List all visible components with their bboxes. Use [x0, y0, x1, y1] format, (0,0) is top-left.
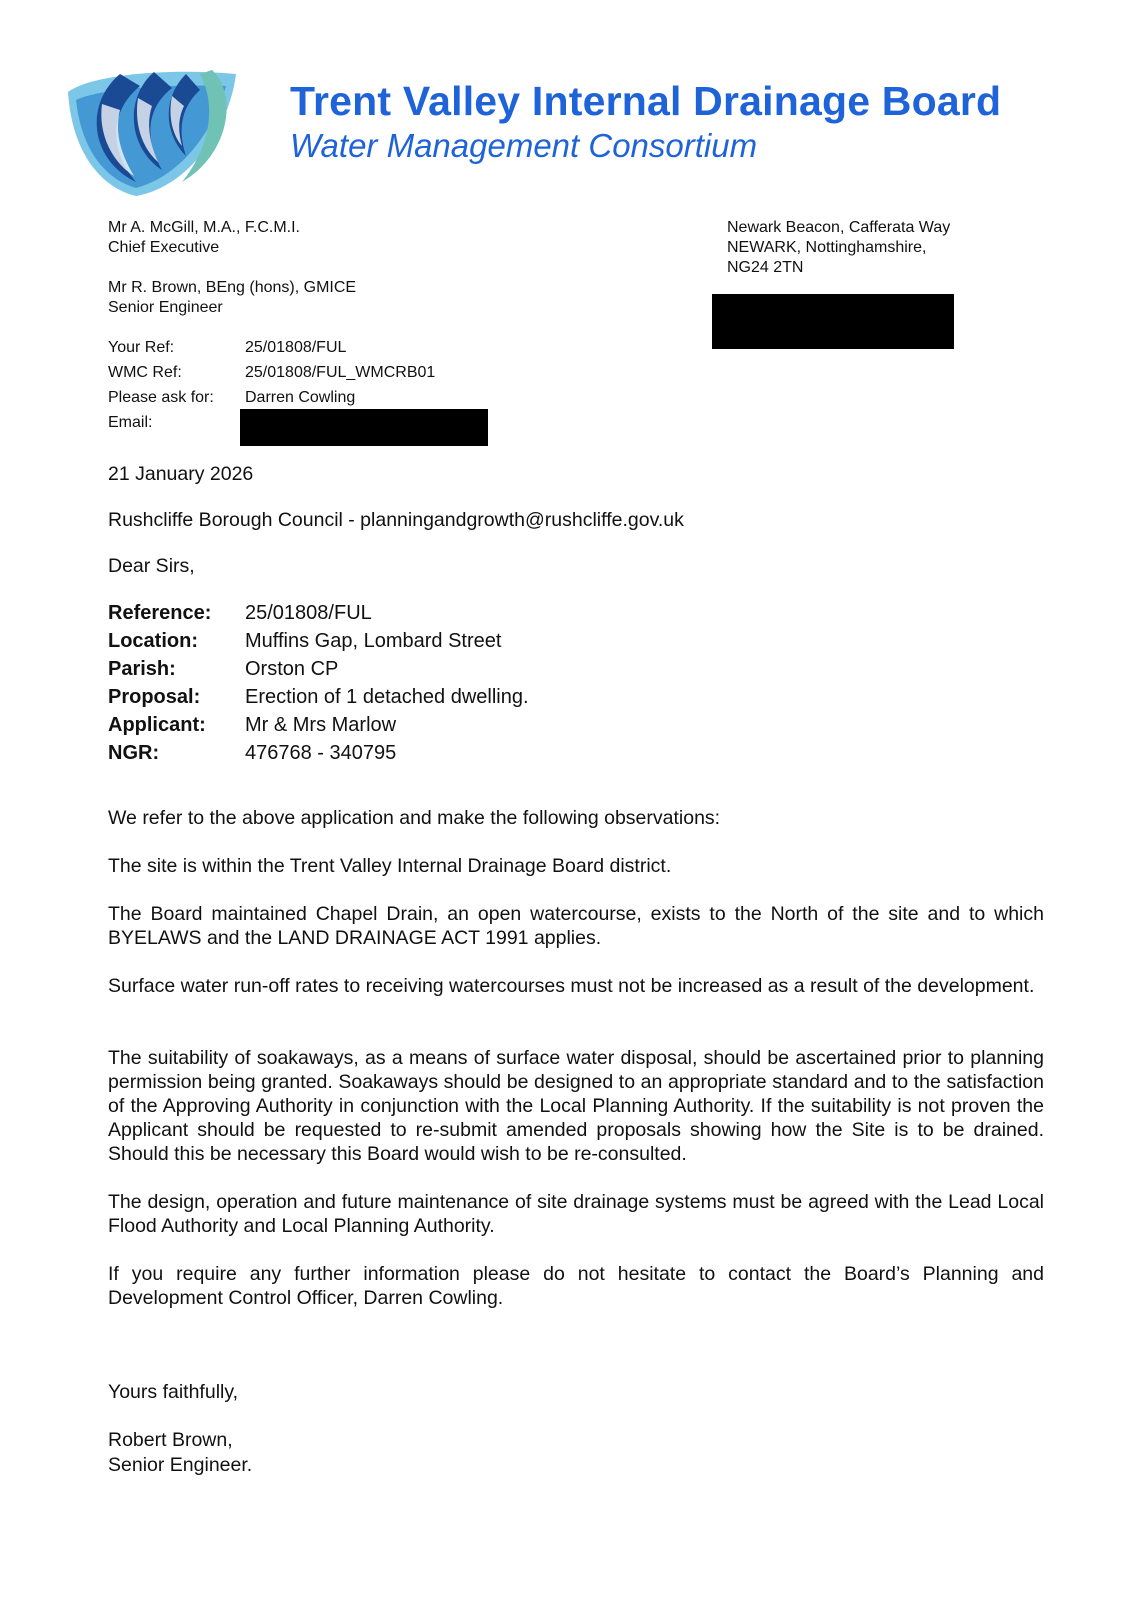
organisation-subtitle: Water Management Consortium	[290, 127, 758, 164]
detail-value: 25/01808/FUL	[245, 602, 372, 624]
staff-role: Chief Executive	[108, 239, 220, 256]
letter-date: 21 January 2026	[108, 463, 254, 485]
recipient: Rushcliffe Borough Council - planningandgrowth@rushcliffe.gov.uk	[108, 509, 684, 531]
detail-value: Muffins Gap, Lombard Street	[245, 630, 502, 652]
wave-logo-icon	[62, 64, 242, 198]
ref-value: Darren Cowling	[245, 389, 356, 406]
body-paragraph: The suitability of soakaways, as a means of surface water disposal, should be ascertained prior to planning permission being granted. Soakaways should be designed to an appropriate standard and to the satisfaction of the Approving Authority in conjunction with the Local Planning Authority. If the suitability is not proven the Applicant should be requested to re-submit amended proposals showing how the Site is to be drained. Should this be necessary this Board would wish to be re-consulted.	[108, 1047, 1044, 1165]
detail-label: NGR:	[108, 742, 160, 764]
detail-label: Parish:	[108, 658, 176, 680]
body-paragraph: Surface water run-off rates to receiving watercourses must not be increased as a result of the development.	[108, 975, 1035, 997]
ref-value: 25/01808/FUL	[245, 339, 347, 356]
body-paragraph: The design, operation and future maintenance of site drainage systems must be agreed with the Lead Local Flood Authority and Local Planning Authority.	[108, 1191, 1044, 1237]
ref-label: WMC Ref:	[108, 364, 182, 381]
ref-label: Please ask for:	[108, 389, 214, 406]
closing: Yours faithfully,	[108, 1381, 239, 1403]
staff-name: Mr A. McGill, M.A., F.C.M.I.	[108, 219, 300, 236]
address-line: Newark Beacon, Cafferata Way	[727, 219, 951, 236]
detail-label: Location:	[108, 630, 198, 652]
detail-value: Orston CP	[245, 658, 339, 680]
signatory-title: Senior Engineer.	[108, 1454, 253, 1476]
body-paragraph: The Board maintained Chapel Drain, an open watercourse, exists to the North of the site and to which BYELAWS and the LAND DRAINAGE ACT 1991 applies.	[108, 903, 1044, 949]
address-line: NG24 2TN	[727, 259, 804, 276]
organisation-title: Trent Valley Internal Drainage Board	[290, 78, 1002, 124]
detail-value: Erection of 1 detached dwelling.	[245, 686, 529, 708]
body-paragraph: If you require any further information please do not hesitate to contact the Board’s Planning and Development Control Officer, Darren Cowling.	[108, 1263, 1044, 1309]
detail-value: 476768 - 340795	[245, 742, 397, 764]
redacted-contact-block	[712, 294, 954, 349]
staff-name: Mr R. Brown, BEng (hons), GMICE	[108, 279, 357, 296]
body-paragraph: The site is within the Trent Valley Internal Drainage Board district.	[108, 855, 672, 877]
ref-label: Your Ref:	[108, 339, 175, 356]
address-line: NEWARK, Nottinghamshire,	[727, 239, 927, 256]
ref-label: Email:	[108, 414, 153, 431]
detail-label: Proposal:	[108, 686, 201, 708]
detail-value: Mr & Mrs Marlow	[245, 714, 397, 736]
detail-label: Reference:	[108, 602, 212, 624]
body-paragraph: We refer to the above application and make the following observations:	[108, 807, 721, 829]
detail-label: Applicant:	[108, 714, 206, 736]
salutation: Dear Sirs,	[108, 555, 195, 577]
staff-role: Senior Engineer	[108, 299, 223, 316]
redacted-email	[240, 409, 488, 446]
ref-value: 25/01808/FUL_WMCRB01	[245, 364, 436, 381]
signatory-name: Robert Brown,	[108, 1429, 233, 1451]
